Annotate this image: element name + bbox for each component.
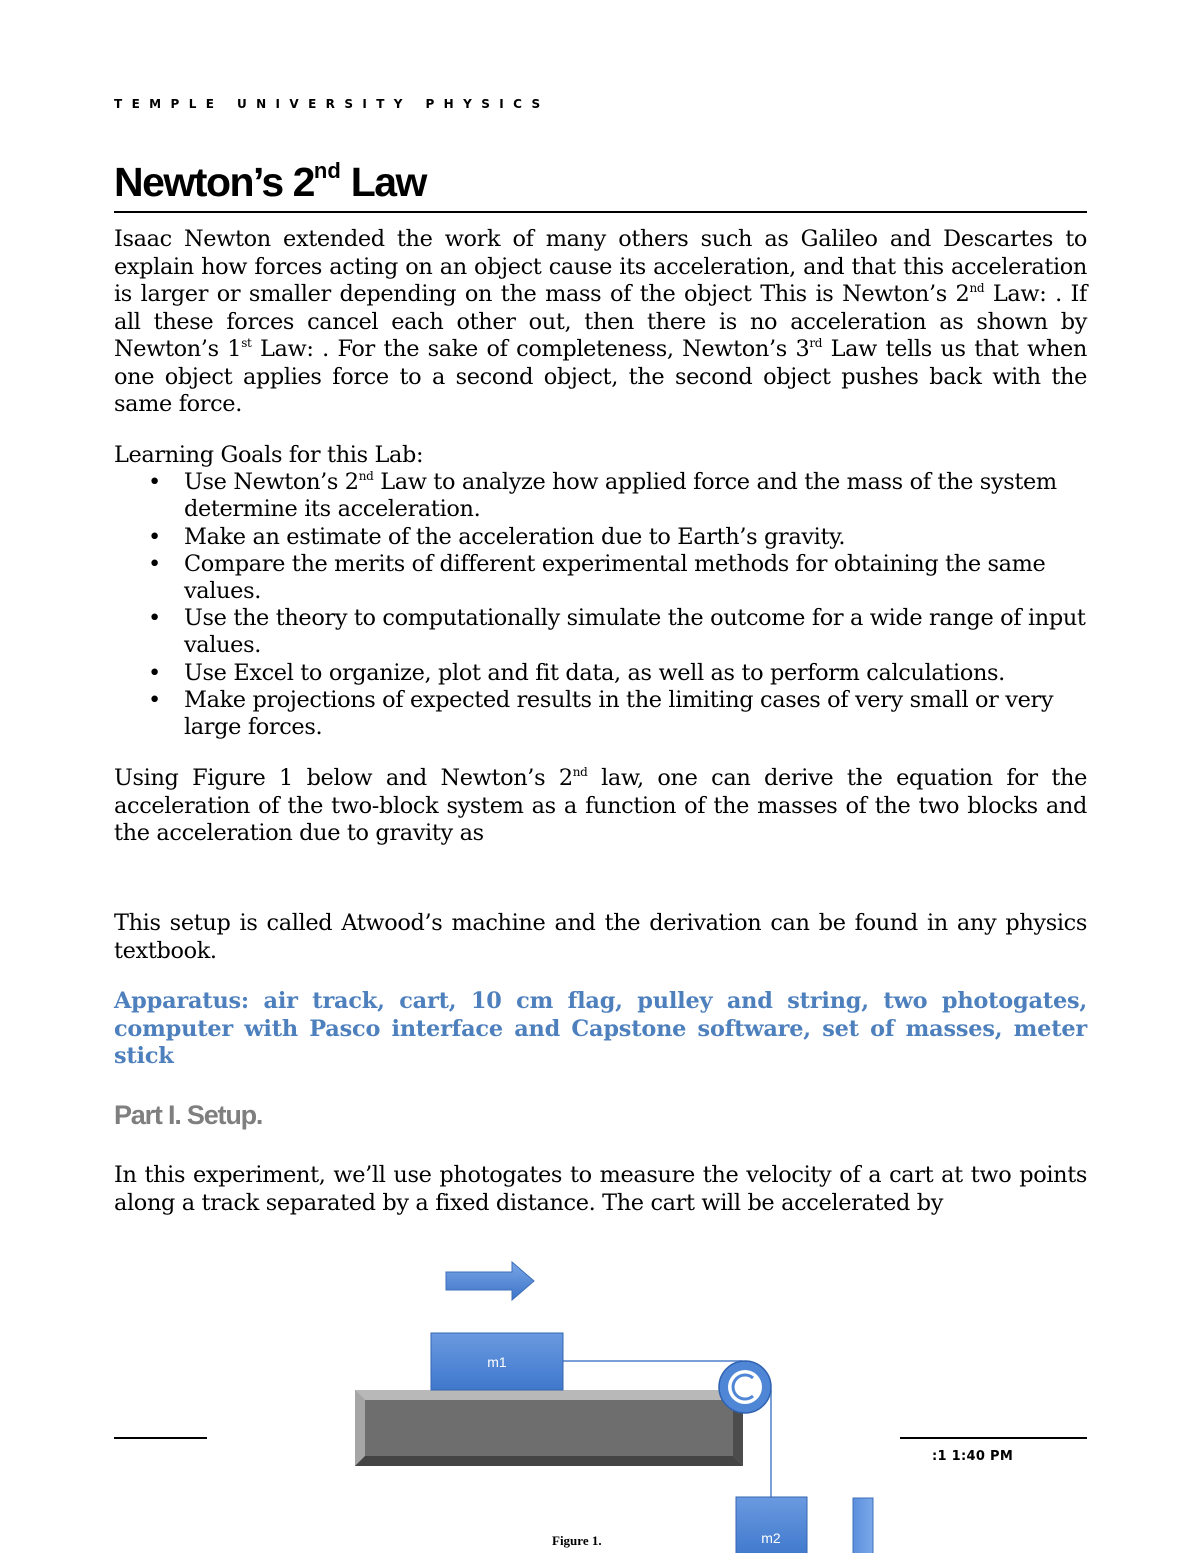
derivation-text-2: law, one can derive the equation for the acceleration of the two-block system as a function of the masses of the two blocks and the acceleration due to gravity as bbox=[114, 765, 1087, 846]
intro-text-1: Isaac Newton extended the work of many others such as Galileo and Descartes to explain how forces acting on an object cause its acceleration, and that this acceleration is larger or smaller depending on the mass of the object This is Newton’s 2 bbox=[114, 226, 1087, 307]
goal-item: • Use the theory to computationally simulate the outcome for a wide range of input values. bbox=[114, 605, 1087, 659]
intro-text-4: Law tells us that when one object applies force to a second object, the second object pushes back with the same force. bbox=[114, 336, 1087, 417]
goal-item: • Use Excel to organize, plot and fit data, as well as to perform calculations. bbox=[114, 660, 1087, 687]
force-arrow-icon bbox=[446, 1262, 534, 1300]
vertical-bar bbox=[853, 1498, 873, 1553]
intro-sup-2: st bbox=[241, 336, 252, 350]
goal-item: • Compare the merits of different experimental methods for obtaining the same values. bbox=[114, 551, 1087, 605]
derivation-sup: nd bbox=[572, 765, 588, 779]
m1-label: m1 bbox=[487, 1354, 507, 1370]
title-tail: Law bbox=[340, 159, 426, 205]
goal-sup: nd bbox=[358, 469, 374, 484]
title-sup: nd bbox=[313, 158, 341, 183]
apparatus-list: Apparatus: air track, cart, 10 cm flag, pulley and string, two photogates, computer with Pasco interface and Capstone software, set of masses, meter stick bbox=[114, 988, 1087, 1069]
footer-timestamp: :1 1:40 PM bbox=[932, 1449, 1014, 1464]
mass-m2-block bbox=[736, 1497, 807, 1553]
title-main: Newton’s 2 bbox=[114, 159, 314, 205]
goal-item: • Make projections of expected results in the limiting cases of very small or very large forces. bbox=[114, 687, 1087, 741]
mass-m1-block bbox=[431, 1333, 563, 1390]
air-track bbox=[355, 1390, 743, 1466]
derivation-text-1: Using Figure 1 below and Newton’s 2 bbox=[114, 765, 573, 791]
goal-text: Use Newton’s 2 bbox=[184, 469, 359, 496]
part1-heading: Part I. Setup. bbox=[114, 1100, 263, 1130]
running-header: TEMPLE UNIVERSITY PHYSICS bbox=[114, 97, 550, 111]
learning-goals-heading: Learning Goals for this Lab: bbox=[114, 442, 424, 468]
footer-rule-left bbox=[114, 1437, 207, 1439]
intro-text-3: Law: . For the sake of completeness, Newton’s 3 bbox=[251, 336, 810, 362]
intro-text-2: Law: . If all these forces cancel each other out, then there is no acceleration as shown by Newton’s 1 bbox=[114, 281, 1087, 362]
intro-sup-1: nd bbox=[969, 281, 985, 295]
atwood-paragraph: This setup is called Atwood’s machine and the derivation can be found in any physics textbook. bbox=[114, 910, 1087, 964]
m2-label: m2 bbox=[761, 1530, 781, 1546]
pulley-icon bbox=[719, 1361, 771, 1413]
figure-caption: Figure 1. bbox=[552, 1533, 602, 1548]
goal-item: • Make an estimate of the acceleration due to Earth’s gravity. bbox=[114, 524, 1087, 551]
goal-text: Law to analyze how applied force and the mass of the system determine its acceleration. bbox=[184, 469, 1057, 523]
footer-rule-right bbox=[900, 1437, 1087, 1439]
intro-sup-3: rd bbox=[809, 336, 823, 350]
part1-paragraph: In this experiment, we’ll use photogates to measure the velocity of a cart at two points along a track separated by a fixed distance. The cart will be accelerated by bbox=[114, 1162, 1087, 1216]
